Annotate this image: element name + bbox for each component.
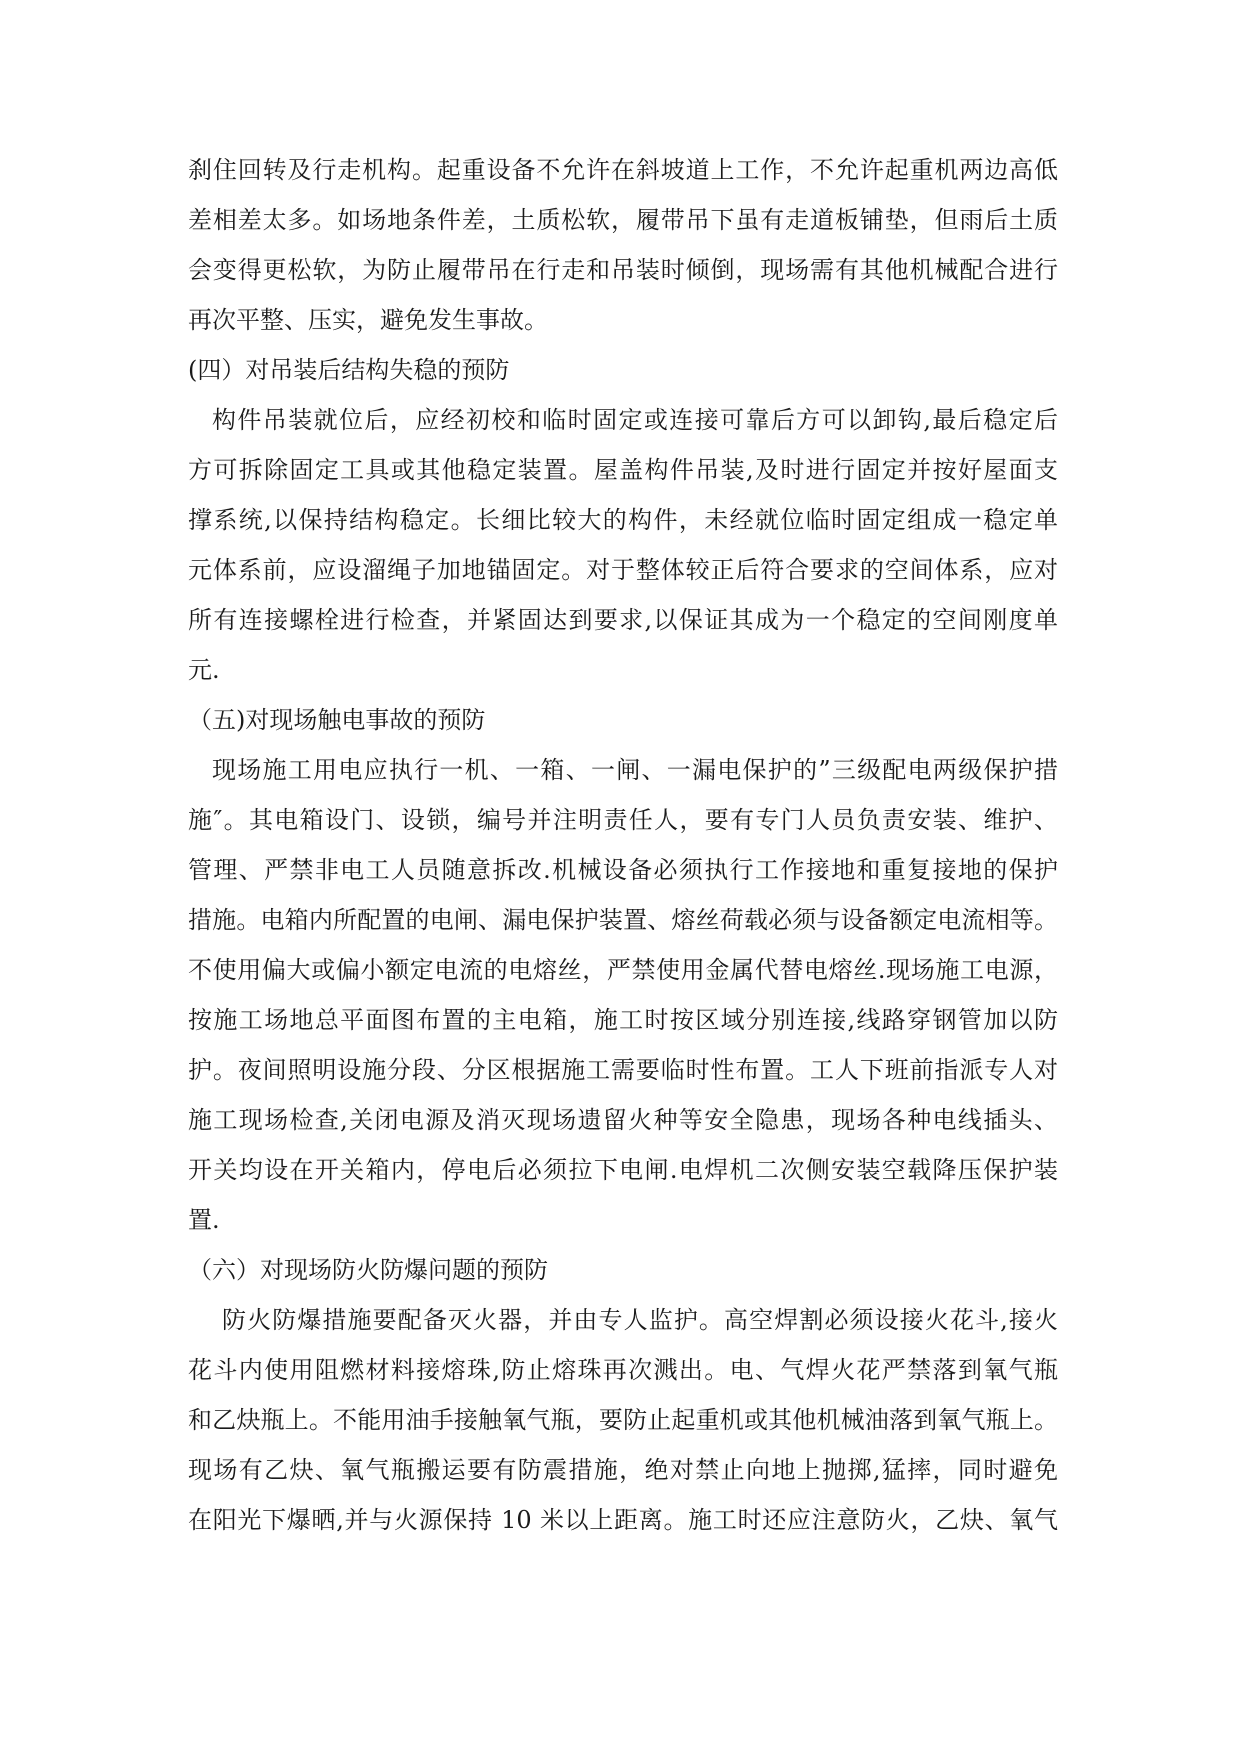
paragraph-line: 开关均设在开关箱内，停电后必须拉下电闸.电焊机二次侧安装空载降压保护装: [188, 1156, 1058, 1184]
paragraph-line: 元体系前，应设溜绳子加地锚固定。对于整体较正后符合要求的空间体系，应对: [188, 556, 1058, 584]
paragraph-line: 构件吊装就位后，应经初校和临时固定或连接可靠后方可以卸钩,最后稳定后: [212, 406, 1058, 434]
paragraph-line: 护。夜间照明设施分段、分区根据施工需要临时性布置。工人下班前指派专人对: [188, 1056, 1058, 1084]
paragraph-line: 花斗内使用阻燃材料接熔珠,防止熔珠再次溅出。电、气焊火花严禁落到氧气瓶: [188, 1356, 1058, 1384]
paragraph-line: 管理、严禁非电工人员随意拆改.机械设备必须执行工作接地和重复接地的保护: [188, 856, 1058, 884]
paragraph-line: 施″。其电箱设门、设锁，编号并注明责任人，要有专门人员负责安装、维护、: [188, 806, 1058, 834]
paragraph-line: 在阳光下爆晒,并与火源保持 10 米以上距离。施工时还应注意防火，乙炔、氧气: [188, 1506, 1058, 1534]
paragraph-line: 不使用偏大或偏小额定电流的电熔丝，严禁使用金属代替电熔丝.现场施工电源，: [188, 956, 1058, 984]
paragraph-line: 防火防爆措施要配备灭火器，并由专人监护。高空焊割必须设接火花斗,接火: [222, 1306, 1058, 1334]
paragraph-line: 方可拆除固定工具或其他稳定装置。屋盖构件吊装,及时进行固定并按好屋面支: [188, 456, 1058, 484]
document-body: [188, 152, 1058, 1552]
paragraph-line: 撑系统,以保持结构稳定。长细比较大的构件，未经就位临时固定组成一稳定单: [188, 506, 1058, 534]
section-heading-4: (四）对吊装后结构失稳的预防: [188, 356, 510, 384]
paragraph-line: 现场有乙炔、氧气瓶搬运要有防震措施，绝对禁止向地上抛掷,猛摔，同时避免: [188, 1456, 1058, 1484]
paragraph-line: 按施工场地总平面图布置的主电箱，施工时按区域分别连接,线路穿钢管加以防: [188, 1006, 1058, 1034]
paragraph-line: 刹住回转及行走机构。起重设备不允许在斜坡道上工作，不允许起重机两边高低: [188, 156, 1058, 184]
section-heading-6: （六）对现场防火防爆问题的预防: [188, 1256, 548, 1284]
paragraph-line: 施工现场检查,关闭电源及消灭现场遗留火种等安全隐患，现场各种电线插头、: [188, 1106, 1058, 1134]
paragraph-line: 会变得更松软，为防止履带吊在行走和吊装时倾倒，现场需有其他机械配合进行: [188, 256, 1058, 284]
section-heading-5: （五)对现场触电事故的预防: [188, 706, 486, 734]
paragraph-line: 现场施工用电应执行一机、一箱、一闸、一漏电保护的”三级配电两级保护措: [212, 756, 1058, 784]
paragraph-line: 置.: [188, 1206, 220, 1234]
paragraph-line: 再次平整、压实，避免发生事故。: [188, 306, 548, 334]
paragraph-line: 措施。电箱内所配置的电闸、漏电保护装置、熔丝荷载必须与设备额定电流相等。: [188, 906, 1058, 934]
paragraph-line: 所有连接螺栓进行检查，并紧固达到要求,以保证其成为一个稳定的空间刚度单: [188, 606, 1058, 634]
paragraph-line: 和乙炔瓶上。不能用油手接触氧气瓶，要防止起重机或其他机械油落到氧气瓶上。: [188, 1406, 1058, 1434]
paragraph-line: 元.: [188, 656, 220, 684]
paragraph-line: 差相差太多。如场地条件差，土质松软，履带吊下虽有走道板铺垫，但雨后土质: [188, 206, 1058, 234]
